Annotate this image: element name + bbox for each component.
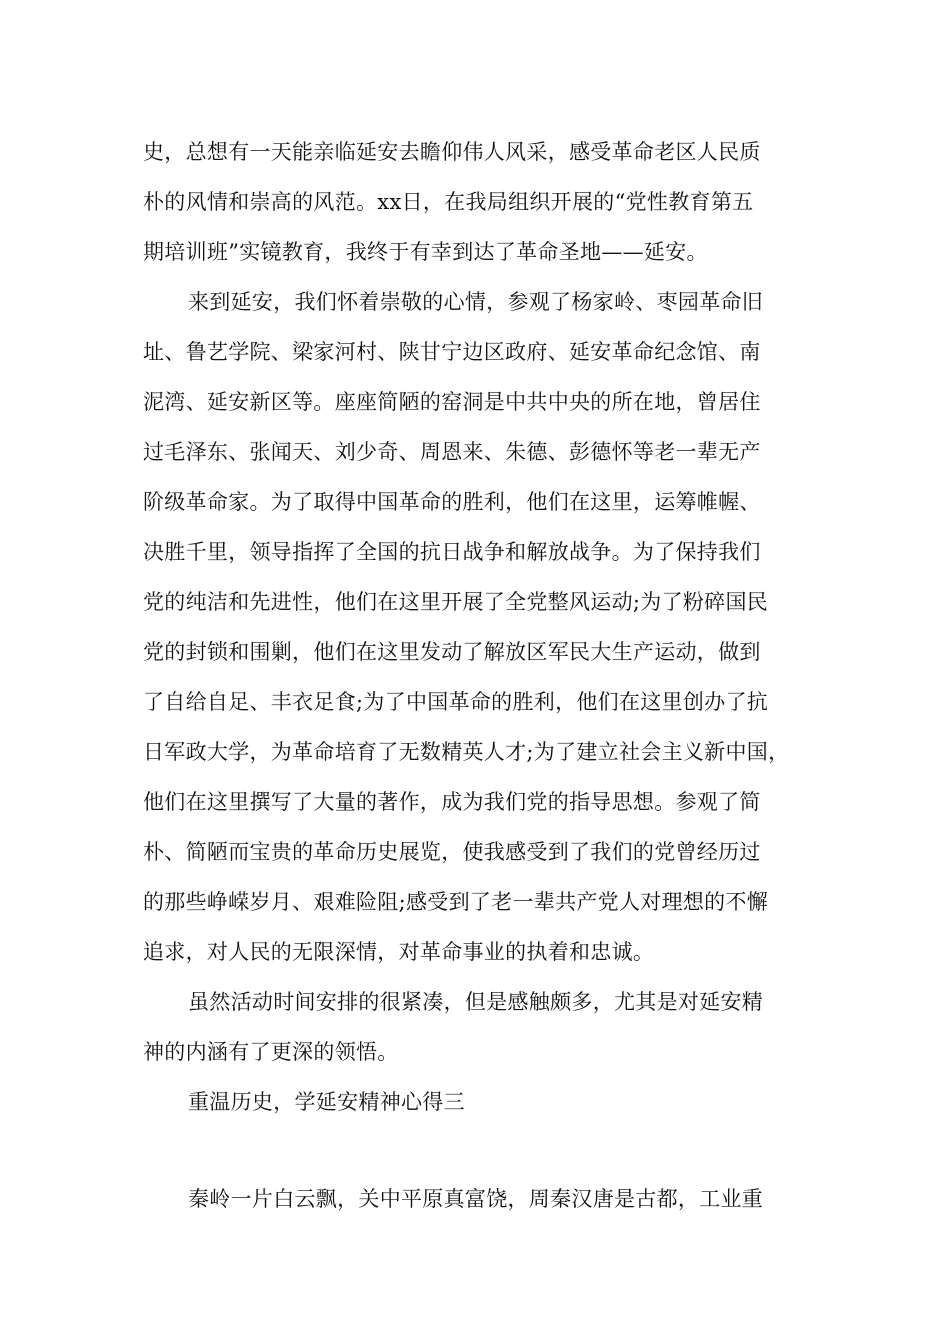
- text-line: 过毛泽东、张闻天、刘少奇、周恩来、朱德、彭德怀等老一辈无产: [143, 440, 761, 464]
- text-line: 党的纯洁和先进性，他们在这里开展了全党整风运动;为了粉碎国民: [143, 590, 769, 614]
- text-line: 址、鲁艺学院、梁家河村、陕甘宁边区政府、延安革命纪念馆、南: [143, 340, 761, 364]
- text-line: 追求，对人民的无限深情，对革命事业的执着和忠诚。: [143, 940, 655, 964]
- text-line: 阶级革命家。为了取得中国革命的胜利，他们在这里，运筹帷幄、: [143, 490, 761, 514]
- text-line: 朴、简陋而宝贵的革命历史展览，使我感受到了我们的党曾经历过: [143, 840, 761, 864]
- section-heading: 重温历史，学延安精神心得三: [188, 1090, 465, 1114]
- text-line: 的那些峥嵘岁月、艰难险阻;感受到了老一辈共产党人对理想的不懈: [143, 890, 769, 914]
- paragraph-first-line: 秦岭一片白云飘，关中平原真富饶，周秦汉唐是古都，工业重: [188, 1187, 764, 1211]
- paragraph-first-line: 虽然活动时间安排的很紧凑，但是感触颇多，尤其是对延安精: [188, 990, 764, 1014]
- text-line: 日军政大学，为革命培育了无数精英人才;为了建立社会主义新中国，: [143, 740, 790, 764]
- text-line: 期培训班”实镜教育，我终于有幸到达了革命圣地——延安。: [143, 240, 708, 264]
- paragraph-first-line: 来到延安，我们怀着崇敬的心情，参观了杨家岭、枣园革命旧: [188, 290, 764, 314]
- text-line: 泥湾、延安新区等。座座简陋的窑洞是中共中央的所在地，曾居住: [143, 390, 761, 414]
- text-line: 决胜千里，领导指挥了全国的抗日战争和解放战争。为了保持我们: [143, 540, 761, 564]
- text-line: 神的内涵有了更深的领悟。: [143, 1040, 399, 1064]
- text-line: 党的封锁和围剿，他们在这里发动了解放区军民大生产运动，做到: [143, 640, 761, 664]
- text-line: 他们在这里撰写了大量的著作，成为我们党的指导思想。参观了简: [143, 790, 761, 814]
- text-line: 朴的风情和崇高的风范。xx日，在我局组织开展的“党性教育第五: [143, 190, 754, 214]
- text-line: 史，总想有一天能亲临延安去瞻仰伟人风采，感受革命老区人民质: [143, 140, 761, 164]
- text-line: 了自给自足、丰衣足食;为了中国革命的胜利，他们在这里创办了抗: [143, 690, 769, 714]
